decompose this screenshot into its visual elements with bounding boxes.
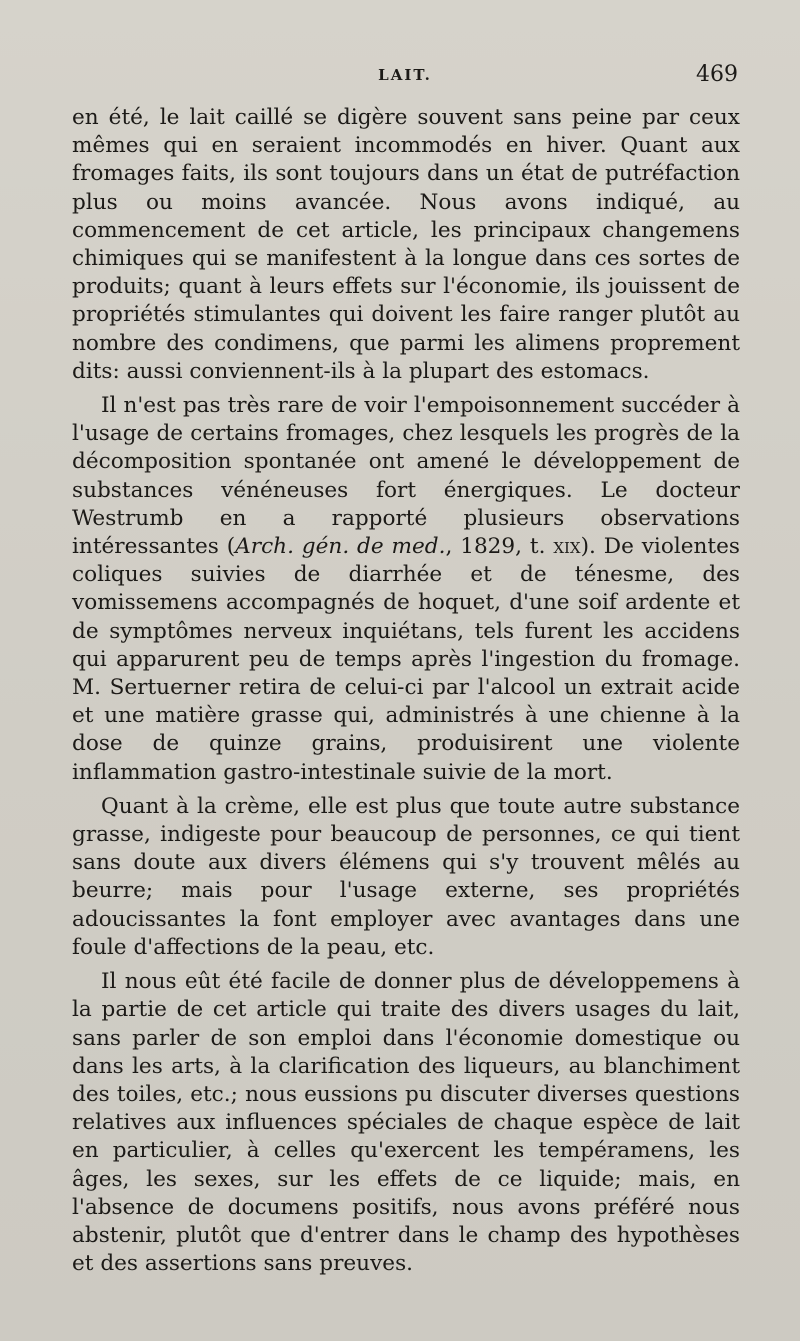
paragraph-2: [72, 392, 740, 787]
paragraph-2-text-c: ). De violentes coliques suivies de diarrhée et de ténesme, des vomissemens accompagnés de hoquet, d'une soif ardente et de symptômes nerveux inquiétans, tels furent les accidens qui apparurent peu de temps après l'ingestion du fromage. M. Sertuerner retira de celui-ci par l'alcool un extrait acide et une matière grasse qui, administrés à une chienne à la dose de quinze grains, produisirent une violente inflammation gastro-intestinale suivie de la mort.: [72, 534, 740, 785]
running-head: LAIT.: [378, 66, 432, 84]
paragraph-2-text-a: Il n'est pas très rare de voir l'empoisonnement succéder à l'usage de certains fromages, chez lesquels les progrès de la décomposition spontanée ont amené le développement de substances vénéneuses fort énergiques. Le docteur Westrumb en a rapporté plusieurs observations intéressantes (: [72, 393, 740, 560]
page-number: 469: [696, 62, 738, 87]
paragraph-3: Quant à la crème, elle est plus que toute autre substance grasse, indigeste pour beaucoup de personnes, ce qui tient sans doute aux divers élémens qui s'y trouvent mêlés au beurre; mais pour l'usage externe, ses propriétés adoucissantes la font employer avec avantages dans une foule d'affections de la peau, etc.: [72, 793, 740, 960]
paragraph-4: Il nous eût été facile de donner plus de développemens à la partie de cet article qui traite des divers usages du lait, sans parler de son emploi dans l'économie domestique ou dans les arts, à la clarification des liqueurs, au blanchiment des toiles, etc.; nous eussions pu discuter diverses questions relatives aux influences spéciales de chaque espèce de lait en particulier, à celles qu'exercent les tempéramens, les âges, les sexes, sur les effets de ce liquide; mais, en l'absence de documens positifs, nous avons préféré nous abstenir, plutôt que d'entrer dans le champ des hypothèses et des assertions sans preuves.: [72, 969, 740, 1277]
paragraph-2-text-b: , 1829, t.: [445, 534, 554, 560]
citation-journal: Arch. gén. de med.: [235, 534, 446, 560]
citation-volume: xix: [553, 534, 581, 560]
body-text: [72, 104, 740, 1278]
paragraph-1: en été, le lait caillé se digère souvent sans peine par ceux mêmes qui en seraient incommodés en hiver. Quant aux fromages faits, ils sont toujours dans un état de putréfaction plus ou moins avancée. Nous avons indiqué, au commencement de cet article, les principaux changemens chimiques qui se manifestent à la longue dans ces sortes de produits; quant à leurs effets sur l'économie, ils jouissent de propriétés stimulantes qui doivent les faire ranger plutôt au nombre des condimens, que parmi les alimens proprement dits: aussi conviennent-ils à la plupart des estomacs.: [72, 105, 740, 384]
page-header: [72, 62, 738, 96]
